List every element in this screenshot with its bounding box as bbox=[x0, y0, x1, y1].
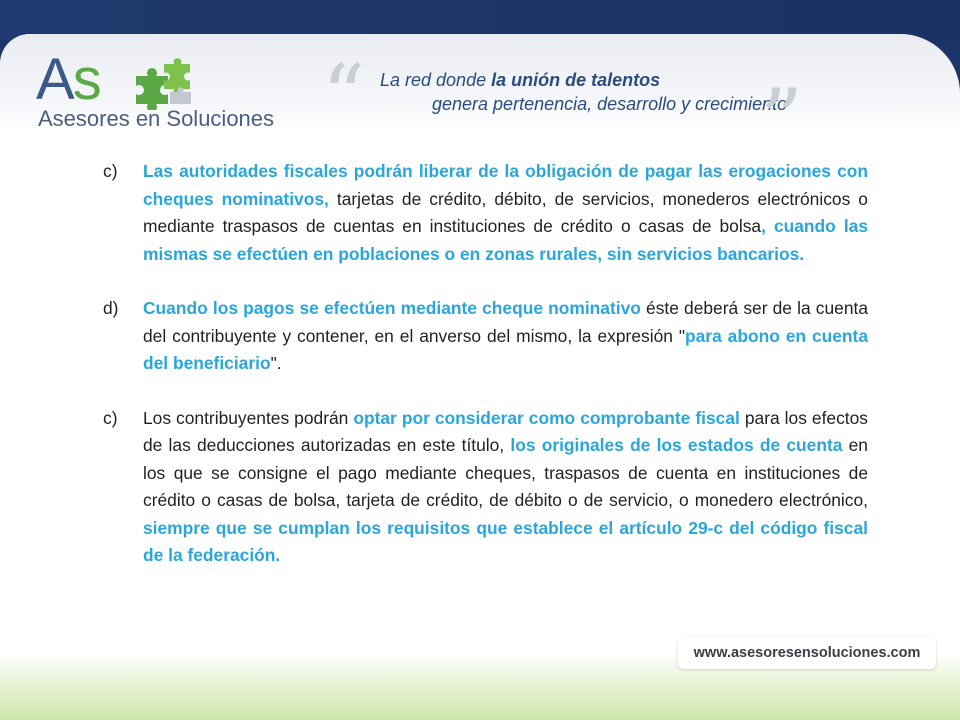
highlighted-text: , cuando las mismas se efectúen en poblaciones o en zonas rurales, sin servicios bancarios. bbox=[143, 216, 868, 264]
item-text bbox=[143, 295, 868, 378]
list-item bbox=[103, 295, 868, 378]
company-logo bbox=[34, 44, 284, 134]
body-text: ". bbox=[270, 353, 282, 373]
highlighted-text: para abono en cuenta del beneficiario bbox=[143, 325, 868, 373]
body-text: en los que se consigne el pago mediante cheques, traspasos de cuenta en instituciones de crédito o casas de bolsa, tarjeta de crédito, de débito o de servicio, o monedero electrónico, bbox=[143, 435, 868, 510]
puzzle-icon bbox=[130, 58, 194, 110]
highlighted-text: Las autoridades fiscales podrán liberar de la obligación de pagar las erogaciones con cheques nominativos, bbox=[143, 161, 868, 209]
item-text bbox=[143, 158, 868, 268]
tagline-line-2: genera pertenencia, desarrollo y crecimiento bbox=[432, 94, 788, 114]
website-badge[interactable] bbox=[678, 637, 936, 669]
logo-monogram: As bbox=[36, 47, 100, 112]
highlighted-text: Cuando los pagos se efectúen mediante cheque nominativo bbox=[143, 298, 641, 318]
body-text: Los contribuyentes podrán bbox=[143, 407, 354, 428]
highlighted-text: siempre que se cumplan los requisitos que establece el artículo 29-c del código fiscal de la federación. bbox=[143, 517, 868, 565]
list-marker: c) bbox=[103, 407, 118, 428]
body-text: éste deberá ser de la cuenta del contribuyente y contener, en el anverso del mismo, la expresión " bbox=[143, 298, 868, 346]
body-text: para los efectos de las deducciones autorizadas en este título, bbox=[143, 407, 868, 455]
tagline-line-1: La red donde la unión de talentos bbox=[380, 70, 661, 90]
highlighted-text: optar por considerar como comprobante fiscal bbox=[353, 407, 740, 428]
list-marker: c) bbox=[103, 161, 118, 181]
open-quote-mark: “ bbox=[322, 47, 365, 145]
highlighted-text: los originales de los estados de cuenta bbox=[510, 435, 843, 455]
company-name: Asesores en Soluciones bbox=[38, 106, 275, 131]
list-marker: d) bbox=[103, 298, 119, 318]
item-text bbox=[143, 405, 868, 570]
slide-canvas bbox=[0, 34, 960, 720]
body-text: tarjetas de crédito, débito, de servicios, monederos electrónicos o mediante traspasos de cuentas en instituciones de crédito o casas de bolsa bbox=[143, 188, 868, 236]
website-url[interactable]: www.asesoresensoluciones.com bbox=[693, 645, 921, 661]
list-item bbox=[103, 158, 868, 268]
list-item bbox=[103, 405, 868, 570]
content-list bbox=[103, 158, 868, 570]
close-quote-mark: ” bbox=[760, 71, 803, 169]
